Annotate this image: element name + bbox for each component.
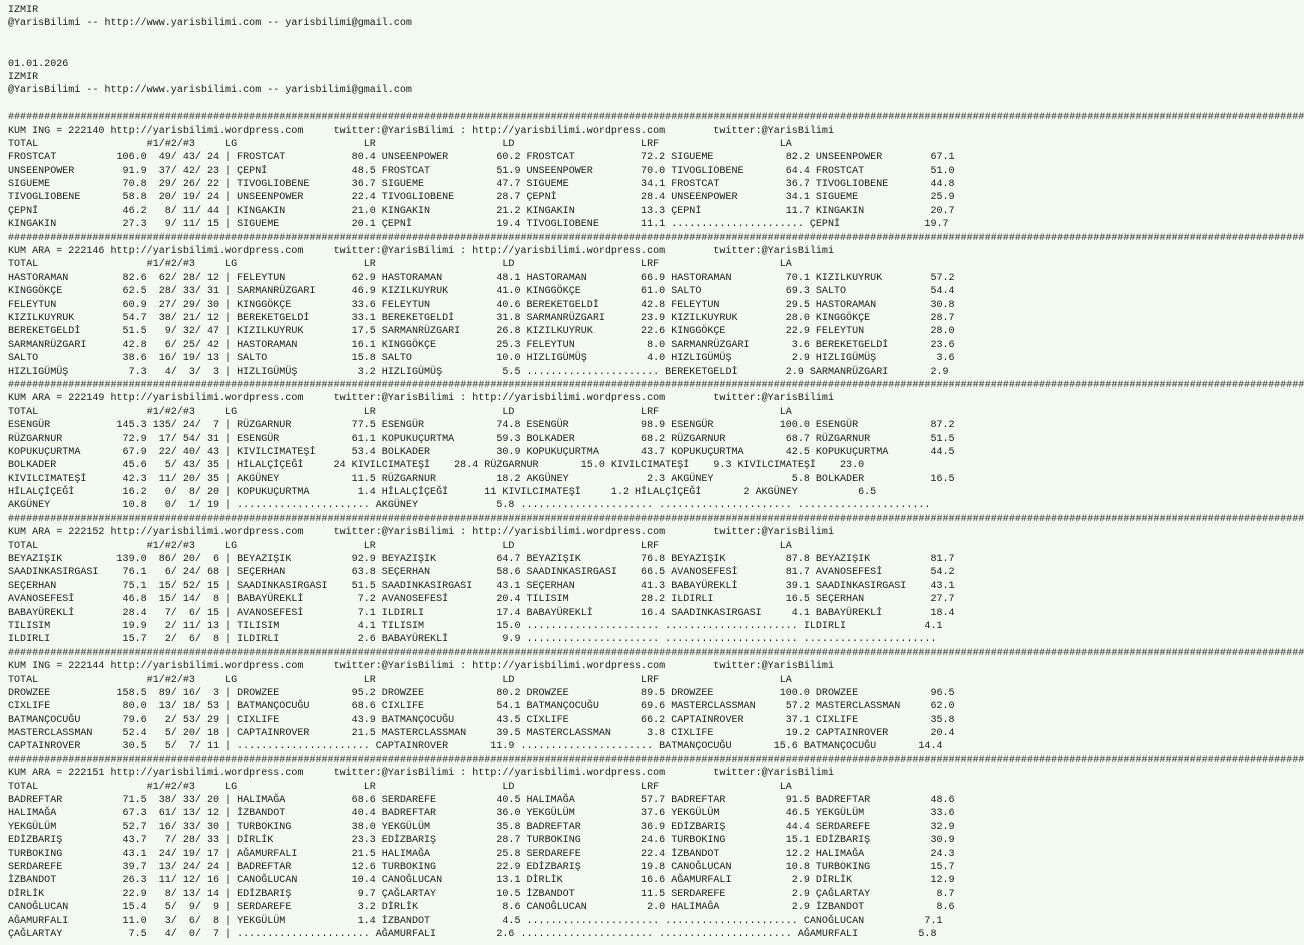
text-line: YEKGÜLÜM 52.7 16/ 33/ 30 | TURBOKING 38.0 YEKGÜLÜM 35.8 BADREFTAR 36.9 EDİZBARIŞ 44.4 SERDAREFE 32.9 [8,821,955,833]
text-line: SALTO 38.6 16/ 19/ 13 | SALTO 15.8 SALTO 10.0 HIZLIGÜMÜŞ 4.0 HIZLIGÜMÜŞ 2.9 HIZLIGÜMÜŞ 3.6 [8,353,955,365]
text-line: @YarisBilimi -- http://www.yarisbilimi.com -- yarisbilimi@gmail.com [8,85,412,97]
text-line: MASTERCLASSMAN 52.4 5/ 20/ 18 | CAPTAINROVER 21.5 MASTERCLASSMAN 39.5 MASTERCLASSMAN 3.8 CIXLIFE 19.2 CAPTAINROVER 20.4 [8,728,955,740]
column-header-line: TOTAL #1/#2/#3 LG LR LD LRF LA [8,406,792,418]
text-line: @YarisBilimi -- http://www.yarisbilimi.com -- yarisbilimi@gmail.com [8,18,412,30]
text-line: SARMANRÜZGARI 42.8 6/ 25/ 42 | HASTORAMAN 16.1 KINGGÖKÇE 25.3 FELEYTUN 8.0 SARMANRÜZGARI 3.6 BEREKETGELDİ 23.6 [8,339,955,351]
separator-line: ####################################################################################################################################################################################################################### [8,513,1304,525]
text-line: AĞAMURFALI 11.0 3/ 6/ 8 | YEKGÜLÜM 1.4 İZBANDOT 4.5 ...................... ...................... CANOĞLUCAN 7.1 [8,915,943,927]
text-line: FROSTCAT 106.0 49/ 43/ 24 | FROSTCAT 80.4 UNSEENPOWER 60.2 FROSTCAT 72.2 SIGUEME 82.2 UNSEENPOWER 67.1 [8,152,955,164]
text-line: TILISIM 19.9 2/ 11/ 13 | TILISIM 4.1 TILISIM 15.0 ...................... ...................... ILDIRLI 4.1 [8,620,943,632]
text-line: CAPTAINROVER 30.5 5/ 7/ 11 | ...................... CAPTAINROVER 11.9 ...................... BATMANÇOCUĞU 15.6 BATMANÇOCUĞU 14.4 [8,741,943,753]
text-line: KINGAKIN 27.3 9/ 11/ 15 | SIGUEME 20.1 ÇEPNİ 19.4 TIVOGLIOBENE 11.1 ...................... ÇEPNİ 19.7 [8,219,949,231]
text-line: BEREKETGELDİ 51.5 9/ 32/ 47 | KIZILKUYRUK 17.5 SARMANRÜZGARI 26.8 KIZILKUYRUK 22.6 KINGGÖKÇE 22.9 FELEYTUN 28.0 [8,326,955,338]
text-line: SERDAREFE 39.7 13/ 24/ 24 | BADREFTAR 12.6 TURBOKING 22.9 EDİZBARIŞ 19.8 CANOĞLUCAN 10.8 TURBOKING 15.7 [8,862,955,873]
text-line: IZMIR [8,71,39,83]
text-line: DİRLİK 22.9 8/ 13/ 14 | EDİZBARIŞ 9.7 ÇAĞLARTAY 10.5 İZBANDOT 11.5 SERDAREFE 2.9 ÇAĞLARTAY 8.7 [8,888,955,900]
separator-line: ####################################################################################################################################################################################################################### [8,379,1304,391]
text-line: ILDIRLI 15.7 2/ 6/ 8 | ILDIRLI 2.6 BABAYÜREKLİ 9.9 ...................... ...................... ...................... [8,634,937,646]
column-header-line: TOTAL #1/#2/#3 LG LR LD LRF LA [8,781,792,793]
text-line: CANOĞLUCAN 15.4 5/ 9/ 9 | SERDAREFE 3.2 DİRLİK 8.6 CANOĞLUCAN 2.0 HALIMAĞA 2.9 İZBANDOT 8.6 [8,902,955,914]
column-header-line: TOTAL #1/#2/#3 LG LR LD LRF LA [8,674,792,686]
text-line: BOLKADER 45.6 5/ 43/ 35 | HİLALÇİÇEĞİ 24 KIVILCIMATEŞİ 28.4 RÜZGARNUR 15.0 KIVILCIMATEŞİ 9.3 KIVILCIMATEŞİ 23.0 [8,460,865,472]
column-header-line: TOTAL #1/#2/#3 LG LR LD LRF LA [8,540,792,552]
text-line: HİLALÇİÇEĞİ 16.2 0/ 8/ 20 | KOPUKUÇURTMA 1.4 HİLALÇİÇEĞİ 11 KIVILCIMATEŞİ 1.2 HİLALÇİÇEĞİ 2 AKGÜNEY 6.5 [8,487,877,499]
text-line: UNSEENPOWER 91.9 37/ 42/ 23 | ÇEPNİ 48.5 FROSTCAT 51.9 UNSEENPOWER 70.0 TIVOGLIOBENE 64.4 FROSTCAT 51.0 [8,165,955,177]
race-header-line: KUM ARA = 222146 http://yarisbilimi.wordpress.com twitter:@YarisBilimi : http://yarisbilimi.wordpress.com twitter:@YarisBilimi [8,246,834,258]
separator-line: ####################################################################################################################################################################################################################### [8,754,1304,766]
text-line: KIVILCIMATEŞİ 42.3 11/ 20/ 35 | AKGÜNEY 11.5 RÜZGARNUR 18.2 AKGÜNEY 2.3 AKGÜNEY 5.8 BOLKADER 16.5 [8,473,955,485]
text-line: ESENGÜR 145.3 135/ 24/ 7 | RÜZGARNUR 77.5 ESENGÜR 74.8 ESENGÜR 98.9 ESENGÜR 100.0 ESENGÜR 87.2 [8,420,955,432]
text-line: RÜZGARNUR 72.9 17/ 54/ 31 | ESENGÜR 61.1 KOPUKUÇURTMA 59.3 BOLKADER 68.2 RÜZGARNUR 68.7 RÜZGARNUR 51.5 [8,433,955,445]
text-line: SIGUEME 70.8 29/ 26/ 22 | TIVOGLIOBENE 36.7 SIGUEME 47.7 SIGUEME 34.1 FROSTCAT 36.7 TIVOGLIOBENE 44.8 [8,179,955,191]
text-line: BATMANÇOCUĞU 79.6 2/ 53/ 29 | CIXLIFE 43.9 BATMANÇOCUĞU 43.5 CIXLIFE 66.2 CAPTAINROVER 37.1 CIXLIFE 35.8 [8,714,955,726]
separator-line: ####################################################################################################################################################################################################################### [8,112,1304,124]
text-line: IZMIR [8,5,39,16]
text-line: TURBOKING 43.1 24/ 19/ 17 | AĞAMURFALI 21.5 HALIMAĞA 25.8 SERDAREFE 22.4 İZBANDOT 12.2 HALIMAĞA 24.3 [8,848,955,860]
text-line: TIVOGLIOBENE 58.8 20/ 19/ 24 | UNSEENPOWER 22.4 TIVOGLIOBENE 28.7 ÇEPNİ 28.4 UNSEENPOWER 34.1 SIGUEME 25.9 [8,192,955,204]
text-line: AVANOSEFESİ 46.8 15/ 14/ 8 | BABAYÜREKLİ 7.2 AVANOSEFESİ 20.4 TILISIM 28.2 ILDIRLI 16.5 SEÇERHAN 27.7 [8,594,955,606]
text-line: HASTORAMAN 82.6 62/ 28/ 12 | FELEYTUN 62.9 HASTORAMAN 48.1 HASTORAMAN 66.9 HASTORAMAN 70.1 KIZILKUYRUK 57.2 [8,272,955,284]
text-line: 01.01.2026 [8,58,69,70]
column-header-line: TOTAL #1/#2/#3 LG LR LD LRF LA [8,138,792,150]
text-line: SEÇERHAN 75.1 15/ 52/ 15 | SAADINKASIRGASI 51.5 SAADINKASIRGASI 43.1 SEÇERHAN 41.3 BABAYÜREKLİ 39.1 SAADINKASIRGASI 43.1 [8,580,955,592]
race-header-line: KUM ARA = 222151 http://yarisbilimi.wordpress.com twitter:@YarisBilimi : http://yarisbilimi.wordpress.com twitter:@YarisBilimi [8,768,834,780]
text-line: KINGGÖKÇE 62.5 28/ 33/ 31 | SARMANRÜZGARI 46.9 KIZILKUYRUK 41.0 KINGGÖKÇE 61.0 SALTO 69.3 SALTO 54.4 [8,286,955,298]
text-line: ÇAĞLARTAY 7.5 4/ 0/ 7 | ...................... AĞAMURFALI 2.6 ...................... ...................... AĞAMURFALI 5.8 [8,928,937,940]
text-line: KOPUKUÇURTMA 67.9 22/ 40/ 43 | KIVILCIMATEŞİ 53.4 BOLKADER 30.9 KOPUKUÇURTMA 43.7 KOPUKUÇURTMA 42.5 KOPUKUÇURTMA 44.5 [8,446,955,458]
separator-line: ####################################################################################################################################################################################################################### [8,647,1304,659]
race-header-line: KUM ING = 222144 http://yarisbilimi.wordpress.com twitter:@YarisBilimi : http://yarisbilimi.wordpress.com twitter:@YarisBilimi [8,661,834,673]
blank-line [8,44,1016,57]
race-header-line: KUM ING = 222140 http://yarisbilimi.wordpress.com twitter:@YarisBilimi : http://yarisbilimi.wordpress.com twitter:@YarisBilimi [8,125,834,137]
blank-line [8,31,1016,44]
text-line: İZBANDOT 26.3 11/ 12/ 16 | CANOĞLUCAN 10.4 CANOĞLUCAN 13.1 DİRLİK 16.6 AĞAMURFALI 2.9 DİRLİK 12.9 [8,875,955,887]
text-line: FELEYTUN 60.9 27/ 29/ 30 | KINGGÖKÇE 33.6 FELEYTUN 40.6 BEREKETGELDİ 42.8 FELEYTUN 29.5 HASTORAMAN 30.8 [8,299,955,311]
text-line: ÇEPNİ 46.2 8/ 11/ 44 | KINGAKIN 21.0 KINGAKIN 21.2 KINGAKIN 13.3 ÇEPNİ 11.7 KINGAKIN 20.7 [8,205,955,217]
text-line: BEYAZIŞIK 139.0 86/ 20/ 6 | BEYAZIŞIK 92.9 BEYAZIŞIK 64.7 BEYAZIŞIK 76.8 BEYAZIŞIK 87.8 BEYAZIŞIK 81.7 [8,554,955,566]
text-line: HIZLIGÜMÜŞ 7.3 4/ 3/ 3 | HIZLIGÜMÜŞ 3.2 HIZLIGÜMÜŞ 5.5 ...................... BEREKETGELDİ 2.9 SARMANRÜZGARI 2.9 [8,366,949,378]
column-header-line: TOTAL #1/#2/#3 LG LR LD LRF LA [8,259,792,271]
text-line: CIXLIFE 80.0 13/ 18/ 53 | BATMANÇOCUĞU 68.6 CIXLIFE 54.1 BATMANÇOCUĞU 69.6 MASTERCLASSMAN 57.2 MASTERCLASSMAN 62.0 [8,701,955,713]
text-line: HALIMAĞA 67.3 61/ 13/ 12 | İZBANDOT 40.4 BADREFTAR 36.0 YEKGÜLÜM 37.6 YEKGÜLÜM 46.5 YEKGÜLÜM 33.6 [8,808,955,820]
separator-line: ####################################################################################################################################################################################################################### [8,232,1304,244]
blank-line [8,98,1016,111]
text-line: BABAYÜREKLİ 28.4 7/ 6/ 15 | AVANOSEFESİ 7.1 ILDIRLI 17.4 BABAYÜREKLİ 16.4 SAADINKASIRGASI 4.1 BABAYÜREKLİ 18.4 [8,607,955,619]
text-line: DROWZEE 158.5 89/ 16/ 3 | DROWZEE 95.2 DROWZEE 80.2 DROWZEE 89.5 DROWZEE 100.0 DROWZEE 96.5 [8,687,955,699]
text-line: EDİZBARIŞ 43.7 7/ 28/ 33 | DİRLİK 23.3 EDİZBARIŞ 28.7 TURBOKING 24.6 TURBOKING 15.1 EDİZBARIŞ 30.9 [8,835,955,847]
text-line: SAADINKASIRGASI 76.1 6/ 24/ 68 | SEÇERHAN 63.8 SEÇERHAN 58.6 SAADINKASIRGASI 66.5 AVANOSEFESİ 81.7 AVANOSEFESİ 54.2 [8,567,955,579]
text-line: KIZILKUYRUK 54.7 38/ 21/ 12 | BEREKETGELDİ 33.1 BEREKETGELDİ 31.8 SARMANRÜZGARI 23.9 KIZILKUYRUK 28.0 KINGGÖKÇE 28.7 [8,312,955,324]
text-line: AKGÜNEY 10.8 0/ 1/ 19 | ...................... AKGÜNEY 5.8 ...................... ...................... ...................... [8,500,931,512]
text-line: BADREFTAR 71.5 38/ 33/ 20 | HALIMAĞA 68.6 SERDAREFE 40.5 HALIMAĞA 57.7 BADREFTAR 91.5 BADREFTAR 48.6 [8,795,955,807]
race-header-line: KUM ARA = 222152 http://yarisbilimi.wordpress.com twitter:@YarisBilimi : http://yarisbilimi.wordpress.com twitter:@YarisBilimi [8,527,834,539]
race-header-line: KUM ARA = 222149 http://yarisbilimi.wordpress.com twitter:@YarisBilimi : http://yarisbilimi.wordpress.com twitter:@YarisBilimi [8,393,834,405]
